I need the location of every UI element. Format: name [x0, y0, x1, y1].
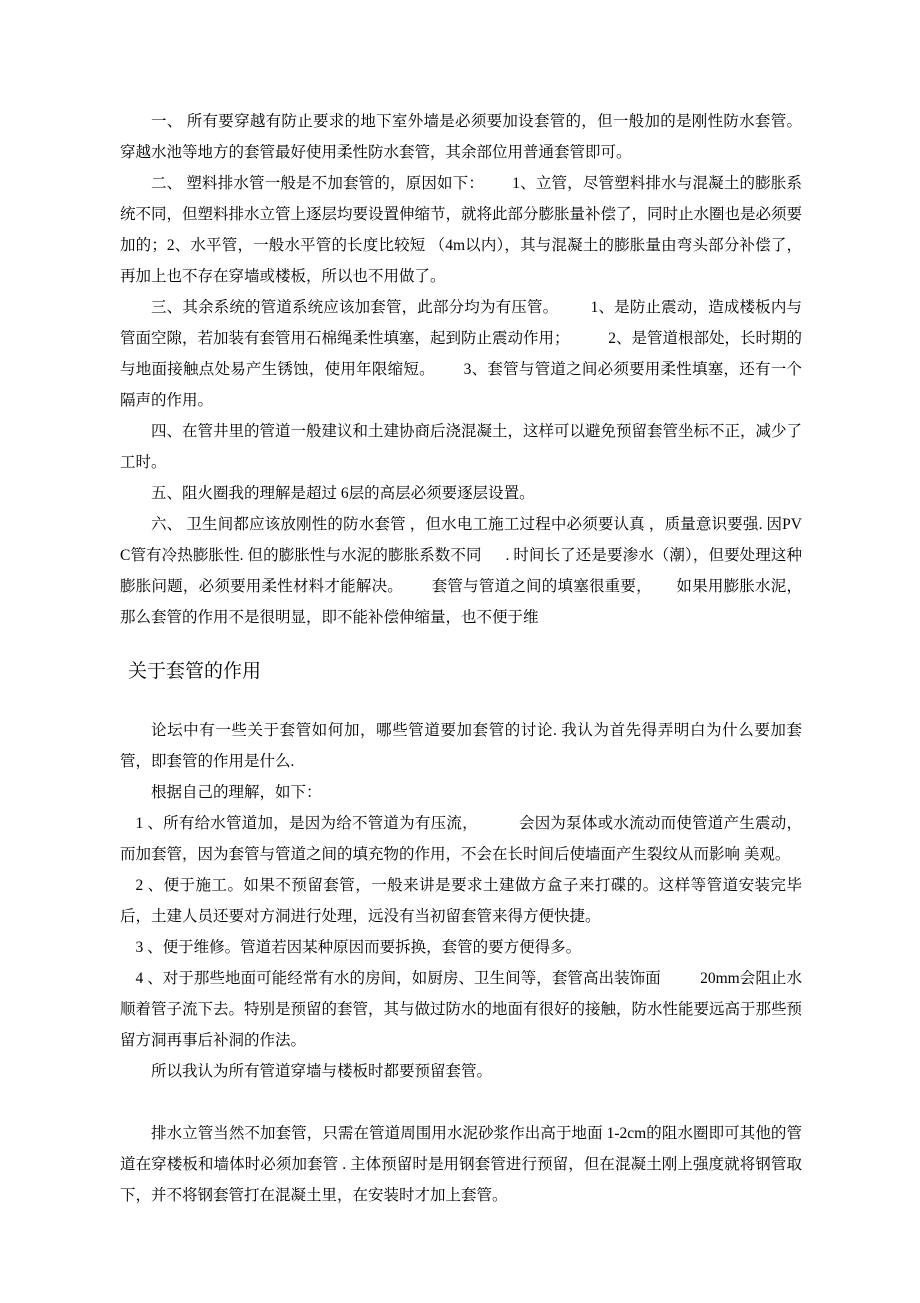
- paragraph-point-1: 1 、所有给水管道加，是因为给不管道为有压流， 会因为泵体或水流动而使管道产生震动，而加套管，因为套管与管道之间的填充物的作用，不会在长时间后使墙面产生裂纹从而影响 美观。: [120, 815, 802, 863]
- paragraph-item-3: 三、其余系统的管道系统应该加套管，此部分均为有压管。 1、是防止震动，造成楼板内与管面空隙，若加装有套管用石棉绳柔性填塞，起到防止震动作用； 2、是管道根部处，长时期的与地面接触点处易产生锈蚀，使用年限缩短。 3、套管与管道之间必须要用柔性填塞，还有一个隔声的作用。: [120, 299, 803, 409]
- paragraph-intro: 论坛中有一些关于套管如何加，哪些管道要加套管的讨论. 我认为首先得弄明白为什么要加套管，即套管的作用是什么.: [120, 722, 802, 770]
- paragraph-conclusion: 所以我认为所有管道穿墙与楼板时都要预留套管。: [151, 1063, 493, 1080]
- paragraph-item-6: 六、 卫生间都应该放刚性的防水套管 ，但水电工施工过程中必须要认真 ，质量意识要强. 因PVC管有冷热膨胀性. 但的膨胀性与水泥的膨胀系数不同 . 时间长了还是要渗水（潮），但要处理这种膨胀问题，必须要用柔性材料才能解决。 套管与管道之间的填塞很重要， 如果用膨胀水泥，那么套管的作用不是很明显，即不能补偿伸缩量，也不便于维: [120, 516, 802, 626]
- paragraph-item-2: 二、 塑料排水管一般是不加套管的，原因如下： 1、立管，尽管塑料排水与混凝土的膨胀系统不同，但塑料排水立管上逐层均要设置伸缩节，就将此部分膨胀量补偿了，同时止水圈也是必须要加的；2、水平管，一般水平管的长度比较短 （4m以内），其与混凝土的膨胀量由弯头部分补偿了，再加上也不存在穿墙或楼板，所以也不用做了。: [120, 175, 803, 285]
- paragraph-lead: 根据自己的理解，如下：: [151, 784, 322, 801]
- paragraph-item-4: 四、在管井里的管道一般建议和土建协商后浇混凝土，这样可以避免预留套管坐标不正，减少了工时。: [120, 423, 803, 471]
- paragraph-point-2: 2 、便于施工。如果不预留套管，一般来讲是要求土建做方盒子来打碟的。这样等管道安装完毕后，土建人员还要对方洞进行处理，远没有当初留套管来得方便快捷。: [120, 877, 802, 925]
- paragraph-final: 排水立管当然不加套管，只需在管道周围用水泥砂浆作出高于地面 1-2cm的阻水圈即可其他的管道在穿楼板和墙体时必须加套管 . 主体预留时是用钢套管进行预留，但在混凝土刚上强度就将钢管取下，并不将钢套管打在混凝土里，在安装时才加上套管。: [120, 1125, 802, 1204]
- paragraph-item-5: 五、阻火圈我的理解是超过 6层的高层必须要逐层设置。: [151, 485, 535, 502]
- paragraph-item-1: 一、 所有要穿越有防止要求的地下室外墙是必须要加设套管的，但一般加的是刚性防水套管。穿越水池等地方的套管最好使用柔性防水套管，其余部位用普通套管即可。: [120, 113, 802, 161]
- paragraph-point-4: 4 、对于那些地面可能经常有水的房间，如厨房、卫生间等，套管高出装饰面 20mm会阻止水顺着管子流下去。特别是预留的套管，其与做过防水的地面有很好的接触，防水性能要远高于那些预留方洞再事后补洞的作法。: [120, 970, 803, 1049]
- section-heading: 关于套管的作用: [128, 661, 262, 682]
- paragraph-point-3: 3 、便于维修。管道若因某种原因而要拆换，套管的要方便得多。: [135, 939, 582, 956]
